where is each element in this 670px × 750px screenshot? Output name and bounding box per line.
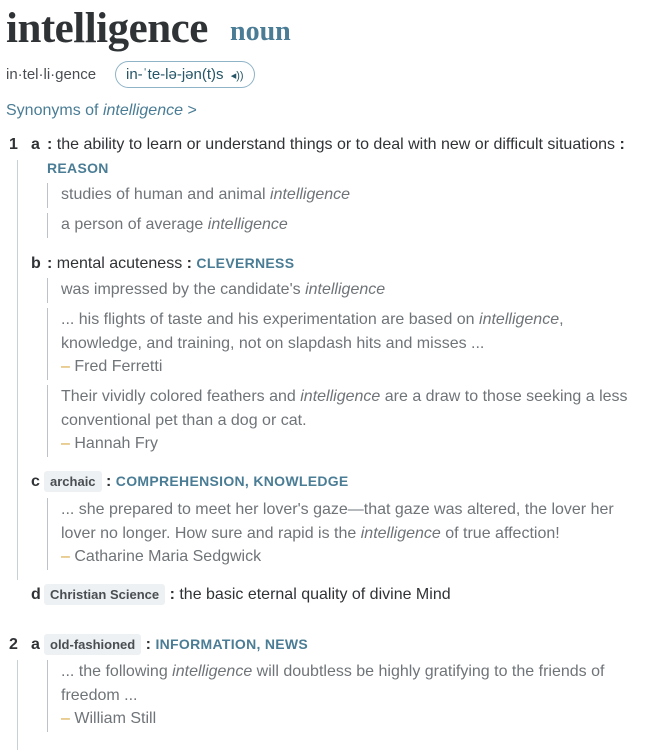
- synonyms-link[interactable]: Synonyms of intelligence >: [6, 102, 197, 119]
- example-2a-1: ... the following intelligence will doubtless be highly gratifying to the friends of freedom ... – William Still: [47, 660, 604, 732]
- sense-1-guide-line: [17, 160, 18, 580]
- xref-knowledge[interactable]: KNOWLEDGE: [253, 473, 349, 489]
- xref-reason[interactable]: REASON: [47, 160, 109, 176]
- part-of-speech[interactable]: noun: [230, 16, 291, 47]
- chevron-right-icon: >: [187, 102, 197, 119]
- sense-letter-1d: d: [31, 586, 41, 603]
- xref-comprehension[interactable]: COMPREHENSION: [115, 473, 245, 489]
- sense-letter-1a: a: [31, 136, 40, 153]
- sense-number-1: 1: [9, 136, 18, 153]
- author-catharine-maria-sedgwick: Catharine Maria Sedgwick: [74, 548, 262, 565]
- definition-1d: Christian Science : the basic eternal quality of divine Mind: [44, 584, 451, 605]
- definition-1c: archaic : COMPREHENSION, KNOWLEDGE: [44, 471, 349, 492]
- xref-cleverness[interactable]: CLEVERNESS: [196, 255, 295, 271]
- example-1b-2: ... his flights of taste and his experimentation are based on intelligence, knowledge, and training, not on slapdash hits and misses ... – Fred Ferretti: [47, 308, 564, 380]
- definition-2a: old-fashioned : INFORMATION, NEWS: [44, 634, 308, 655]
- definition-1b: : mental acuteness : CLEVERNESS: [47, 255, 295, 272]
- headword: intelligence: [6, 5, 208, 52]
- author-hannah-fry: Hannah Fry: [74, 435, 158, 452]
- pronunciation-text: in-ˈte-lə-jən(t)s: [126, 66, 224, 83]
- example-1b-3: Their vividly colored feathers and intelligence are a draw to those seeking a less conventional pet than a dog or cat. – Hannah Fry: [47, 385, 628, 457]
- sense-number-2: 2: [9, 636, 18, 653]
- example-1b-1: was impressed by the candidate's intelligence: [47, 278, 385, 303]
- author-fred-ferretti: Fred Ferretti: [74, 358, 163, 375]
- pronunciation-button[interactable]: [115, 61, 255, 88]
- sense-letter-1c: c: [31, 473, 40, 490]
- sense-letter-2a: a: [31, 636, 40, 653]
- definition-1a: : the ability to learn or understand things or to deal with new or difficult situations :: [47, 136, 625, 153]
- label-christian-science: Christian Science: [44, 584, 165, 605]
- label-archaic: archaic: [44, 471, 102, 492]
- syllable-breaks: in·tel·li·gence: [6, 66, 97, 83]
- author-william-still: William Still: [74, 710, 157, 727]
- example-1c-1: ... she prepared to meet her lover's gaze—that gaze was altered, the lover her lover no longer. How sure and rapid is the intelligence of true affection! – Catharine Maria Sedgwick: [47, 498, 614, 570]
- sense-letter-1b: b: [31, 255, 41, 272]
- sense-2-guide-line: [17, 660, 18, 750]
- label-old-fashioned: old-fashioned: [44, 634, 141, 655]
- xref-information[interactable]: INFORMATION: [155, 636, 257, 652]
- example-1a-2: a person of average intelligence: [47, 213, 288, 238]
- example-1a-1: studies of human and animal intelligence: [47, 183, 350, 208]
- speaker-icon[interactable]: ◂)): [230, 70, 244, 82]
- xref-news[interactable]: NEWS: [264, 636, 309, 652]
